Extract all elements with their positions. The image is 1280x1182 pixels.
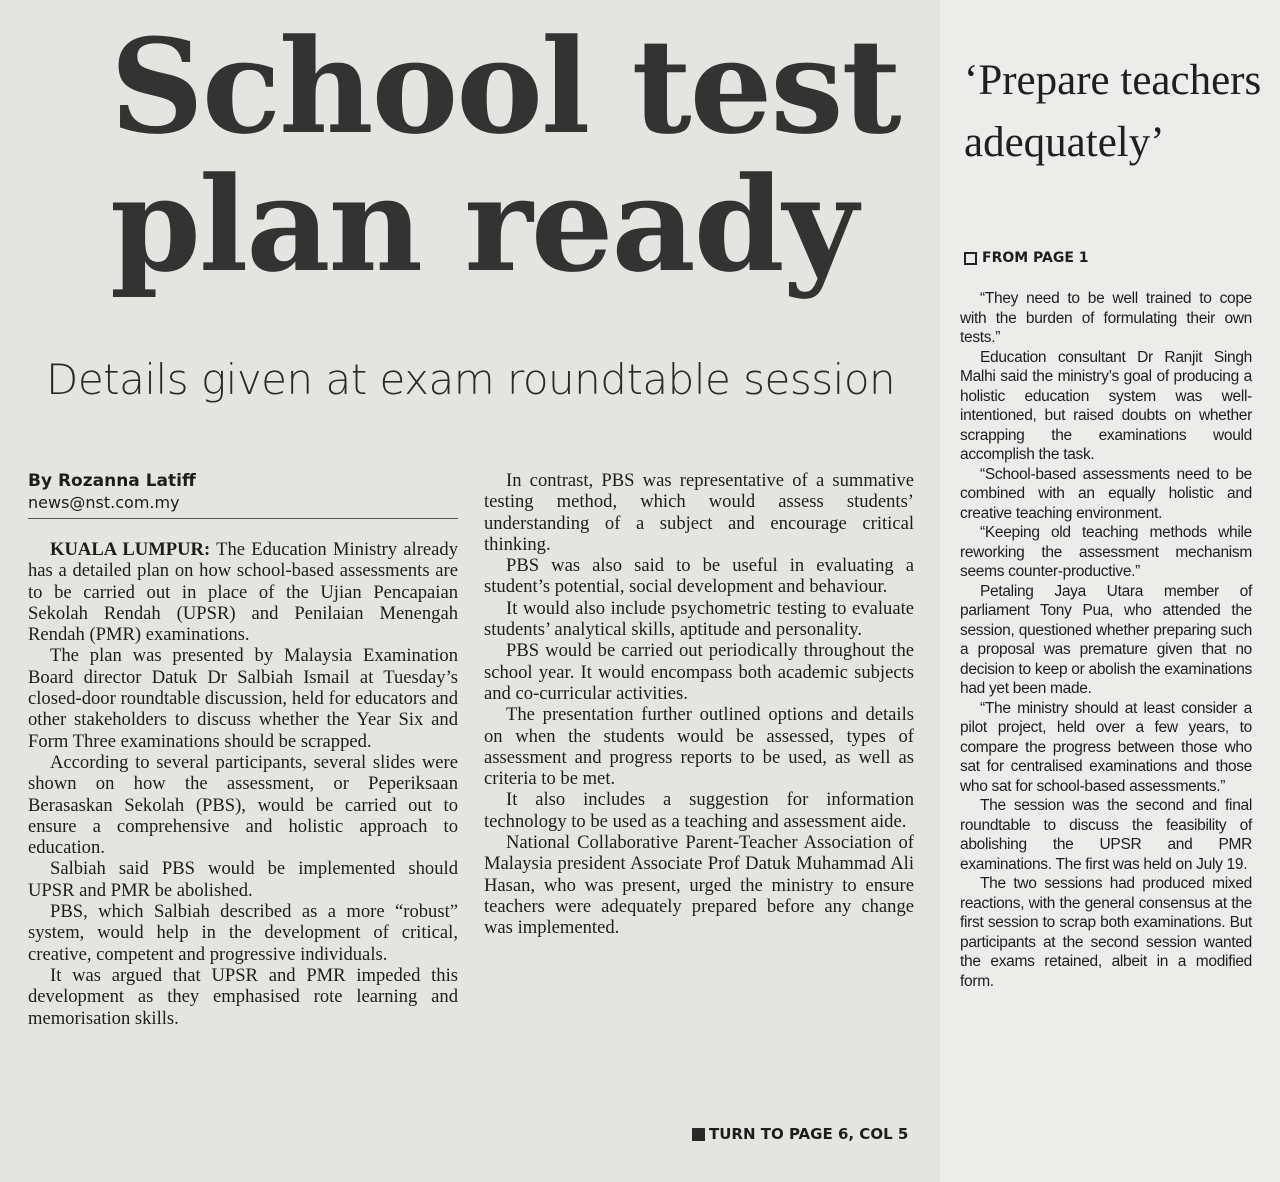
paragraph: “The ministry should at least consider a pilot project, held over a few years, to compare the progress between those who sat for centralised examinations and those who sat for school-based assessments.”	[960, 699, 1252, 795]
paragraph: Petaling Jaya Utara member of parliament Tony Pua, who attended the session, questioned whether preparing such a proposal was premature given that no decision to keep or abolish the examinations had yet been made.	[960, 582, 1252, 697]
continuation-marker	[692, 1125, 908, 1143]
byline-email[interactable]: news@nst.com.my	[28, 492, 458, 519]
paragraph: “School-based assessments need to be combined with an equally holistic and creative teaching environment.	[960, 465, 1252, 522]
paragraph: The session was the second and final roundtable to discuss the feasibility of abolishing the UPSR and PMR examinations. The first was held on July 19.	[960, 797, 1252, 873]
byline	[28, 470, 458, 519]
filled-square-icon	[692, 1128, 705, 1141]
subheadline: Details given at exam roundtable session	[46, 355, 896, 404]
paragraph: Education consultant Dr Ranjit Singh Malhi said the ministry’s goal of producing a holistic education system was well-intentioned, but raised doubts on whether scrapping the examinations would accomplish the task.	[960, 348, 1252, 463]
paragraph: In contrast, PBS was representative of a summative testing method, which would assess students’ understanding of a subject and encourage critical thinking.	[484, 470, 914, 555]
paragraph: KUALA LUMPUR: The Education Ministry already has a detailed plan on how school-based assessments are to be carried out in place of the Ujian Pencapaian Sekolah Rendah (UPSR) and Penilaian Menengah Rendah (PMR) examinations.	[28, 539, 458, 646]
paragraph: The two sessions had produced mixed reactions, with the general consensus at the first session to scrap both examinations. But participants at the second session wanted the exams retained, albeit in a modified form.	[960, 875, 1252, 990]
paragraph: PBS, which Salbiah described as a more “robust” system, would help in the development of critical, creative, competent and progressive individuals.	[28, 901, 458, 965]
paragraph: National Collaborative Parent-Teacher Association of Malaysia president Associate Prof Datuk Muhammad Ali Hasan, who was present, urged the ministry to ensure teachers were adequately prepared before any change was implemented.	[484, 832, 914, 939]
continuation-text: TURN TO PAGE 6, COL 5	[709, 1125, 909, 1143]
sidebar-column	[960, 289, 1252, 991]
paragraph: PBS was also said to be useful in evaluating a student’s potential, social development and behaviour.	[484, 555, 914, 598]
hollow-square-icon	[964, 252, 977, 265]
sidebar-article	[940, 0, 1280, 1182]
byline-author: By Rozanna Latiff	[28, 471, 196, 491]
paragraph: It would also include psychometric testing to evaluate students’ analytical skills, aptitude and personality.	[484, 597, 914, 641]
article-column-2	[484, 470, 914, 939]
paragraph: The presentation further outlined options and details on when the students would be assessed, types of assessment and progress reports to be used, as well as criteria to be met.	[484, 704, 914, 790]
paragraph: It was argued that UPSR and PMR impeded this development as they emphasised rote learning and memorisation skills.	[28, 964, 458, 1029]
article-column-1	[28, 539, 458, 1029]
paragraph: It also includes a suggestion for information technology to be used as a teaching and assessment aide.	[484, 789, 914, 832]
continued-from-text: FROM PAGE 1	[982, 250, 1089, 266]
paragraph: PBS would be carried out periodically throughout the school year. It would encompass both academic subjects and co-curricular activities.	[484, 640, 914, 704]
paragraph: Salbiah said PBS would be implemented should UPSR and PMR be abolished.	[28, 858, 458, 901]
sidebar-headline: ‘Prepare teachers adequately’	[964, 57, 1262, 166]
paragraph: “Keeping old teaching methods while reworking the assessment mechanism seems counter-productive.”	[960, 524, 1252, 580]
headline: School test plan ready	[110, 10, 900, 301]
paragraph: “They need to be well trained to cope with the burden of formulating their own tests.”	[960, 290, 1252, 346]
dateline: KUALA LUMPUR:	[50, 539, 211, 560]
continued-from-marker	[964, 250, 1089, 266]
paragraph: According to several participants, several slides were shown on how the assessment, or Peperiksaan Berasaskan Sekolah (PBS), would be carried out to ensure a comprehensive and holistic approach to education.	[28, 751, 458, 859]
paragraph: The plan was presented by Malaysia Examination Board director Datuk Dr Salbiah Ismail at Tuesday’s closed-door roundtable discussion, held for educators and other stakeholders to discuss whether the Year Six and Form Three examinations should be scrapped.	[28, 645, 458, 752]
